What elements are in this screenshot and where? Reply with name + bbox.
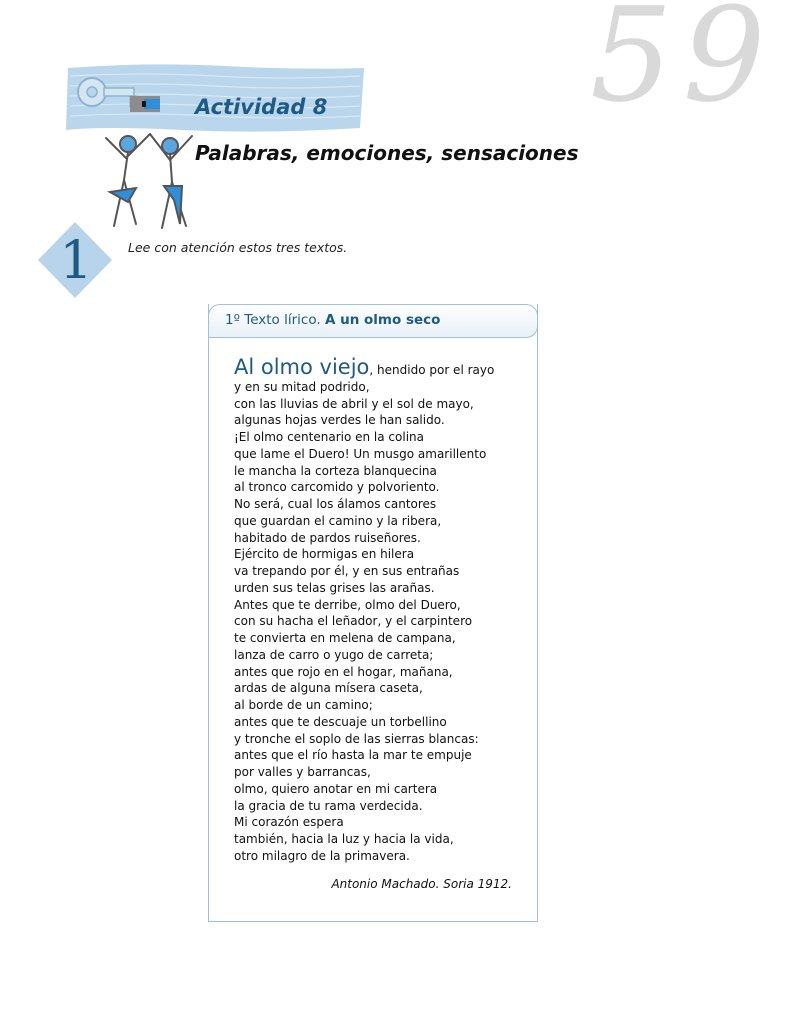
poem-line: y tronche el soplo de las sierras blancas: (234, 731, 479, 746)
poem-line: va trepando por él, y en sus entrañas (234, 564, 460, 578)
poem-line: que guardan el camino y la ribera, (234, 513, 442, 528)
poem-line: y en su mitad podrido, (234, 379, 370, 394)
poem-line: olmo, quiero anotar en mi cartera (234, 781, 438, 796)
poem-signature: Antonio Machado. Soria 1912. (331, 877, 512, 891)
poem-line: Mi corazón espera (234, 815, 344, 830)
activity-subtitle: Palabras, emociones, sensaciones (195, 141, 579, 165)
poem-line: antes que te descuaje un torbellino (234, 714, 447, 729)
poem-line: que lame el Duero! Un musgo amarillento (234, 446, 487, 461)
poem-line: con su hacha el leñador, y el carpintero (234, 614, 473, 629)
poem-line: ¡El olmo centenario en la colina (234, 430, 424, 444)
poem-line: otro milagro de la primavera. (234, 848, 410, 863)
poem-lines (234, 379, 524, 865)
poem-first-rest: , hendido por el rayo (369, 363, 495, 377)
poem-first-words: Al olmo viejo (234, 355, 370, 379)
poem-line: ardas de alguna mísera caseta, (234, 681, 423, 696)
poem-title: A un olmo seco (324, 312, 441, 328)
instruction-text: Lee con atención estos tres textos. (128, 240, 348, 255)
poem-text (234, 356, 524, 865)
poem-line: Ejército de hormigas en hilera (234, 547, 415, 562)
activity-title: Actividad 8 (195, 95, 328, 119)
poem-line: al tronco carcomido y polvoriento. (234, 480, 440, 495)
poem-line: algunas hojas verdes le han salido. (234, 413, 445, 428)
text-type-label: 1º Texto lírico. (225, 312, 321, 328)
poem-line: Antes que te derribe, olmo del Duero, (234, 597, 461, 612)
poem-line: antes que rojo en el hogar, mañana, (234, 664, 453, 679)
poem-line: le mancha la corteza blanquecina (234, 463, 437, 478)
poem-first-line (234, 356, 524, 379)
poem-line: antes que el río hasta la mar te empuje (234, 748, 472, 763)
poem-line: también, hacia la luz y hacia la vida, (234, 832, 454, 846)
poem-box-header (208, 304, 538, 338)
poem-line: urden sus telas grises las arañas. (234, 580, 435, 595)
poem-line: No será, cual los álamos cantores (234, 497, 437, 511)
poem-line: al borde de un camino; (234, 698, 373, 712)
poem-line: lanza de carro o yugo de carreta; (234, 647, 434, 662)
dancing-figures-icon (92, 130, 204, 234)
poem-line: por valles y barrancas, (234, 765, 371, 779)
step-number: 1 (59, 231, 93, 291)
poem-line: te convierta en melena de campana, (234, 631, 456, 645)
poem-line: con las lluvias de abril y el sol de mayo, (234, 396, 474, 411)
poem-line: la gracia de tu rama verdecida. (234, 798, 423, 813)
poem-line: habitado de pardos ruiseñores. (234, 530, 421, 545)
page-number: 59 (590, 0, 776, 131)
step-number-badge (36, 220, 114, 300)
